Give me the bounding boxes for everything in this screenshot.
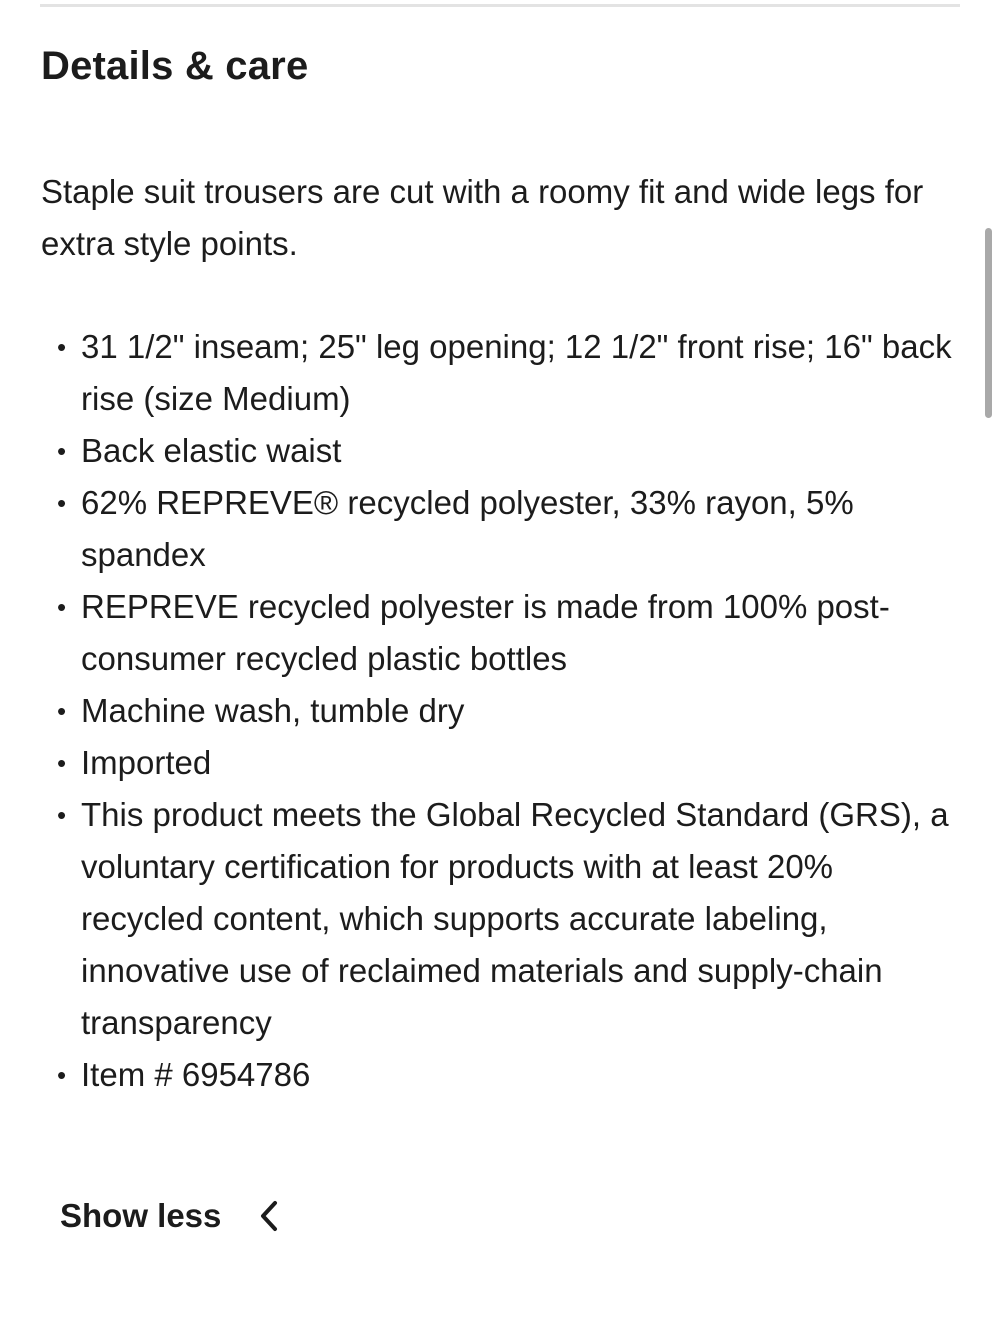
list-item: • Machine wash, tumble dry [81,685,961,737]
list-item: • REPREVE recycled polyester is made from 100% post-consumer recycled plastic bottles [81,581,961,685]
list-item: • 62% REPREVE® recycled polyester, 33% rayon, 5% spandex [81,477,961,581]
list-item: • This product meets the Global Recycled Standard (GRS), a voluntary certification for products with at least 20% recycled content, which supports accurate labeling, innovative use of reclaimed materials and supply-chain transparency [81,789,961,1049]
show-less-button[interactable] [60,1192,283,1240]
list-item: • Back elastic waist [81,425,961,477]
chevron-left-icon [255,1198,283,1234]
product-description: Staple suit trousers are cut with a roomy fit and wide legs for extra style points. [41,173,924,262]
top-divider [40,4,960,7]
list-item: • Item # 6954786 [81,1049,961,1101]
show-less-label: Show less [60,1197,222,1234]
scrollbar-thumb[interactable] [985,228,992,418]
section-title: Details & care [41,44,309,88]
list-item: • Imported [81,737,961,789]
details-list [81,321,961,1101]
list-item: • 31 1/2" inseam; 25" leg opening; 12 1/2" front rise; 16" back rise (size Medium) [81,321,961,425]
